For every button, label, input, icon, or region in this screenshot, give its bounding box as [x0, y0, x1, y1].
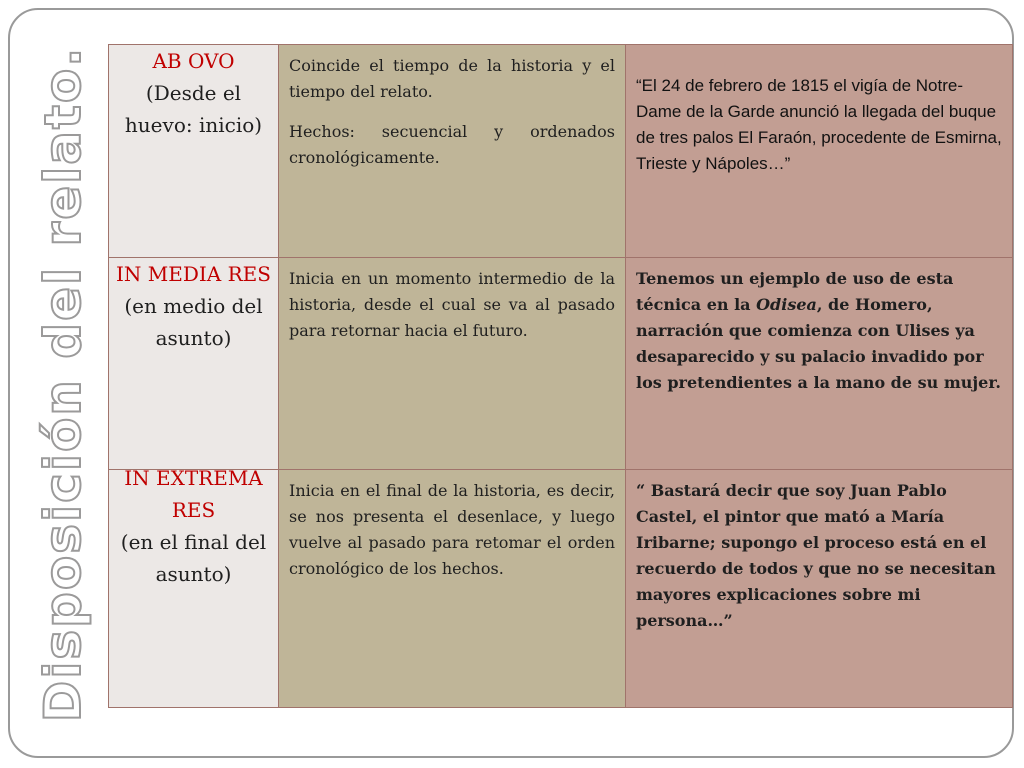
example-cell	[626, 258, 1013, 470]
example-text-after: , de Homero, narración que comienza con Ulises ya desaparecido y su palacio invadido por los pretendientes a la mano de su mujer.	[636, 295, 1001, 392]
example-quote: “ Bastará decir que soy Juan Pablo Castel, el pintor que mató a María Iribarne; supongo el proceso está en el recuerdo de todos y que no se necesitan mayores explicaciones sobre mi persona…”	[636, 481, 996, 630]
description-cell	[279, 45, 626, 258]
table-row	[109, 258, 1013, 470]
description-text: Inicia en un momento intermedio de la historia, desde el cual se va al pasado para retornar hacia el futuro.	[289, 269, 615, 340]
term-label: IN EXTREMA RES	[124, 466, 263, 522]
term-description: (en medio del asunto)	[124, 294, 263, 350]
table-row	[109, 470, 1013, 708]
slide-title: Disposición del relato.	[34, 45, 92, 723]
description-cell	[279, 258, 626, 470]
example-text	[636, 266, 1002, 396]
term-cell	[109, 466, 279, 708]
example-cell	[626, 470, 1013, 708]
term-description: (en el final del asunto)	[120, 530, 267, 586]
term-description: (Desde el huevo: inicio)	[124, 81, 263, 137]
example-work-title: Odisea	[756, 295, 817, 314]
example-quote: “El 24 de febrero de 1815 el vigía de Notre-Dame de la Garde anunció la llegada del buque de tres palos El Faraón, procedente de Esmirna, Trieste y Nápoles…”	[636, 76, 1002, 173]
table-row	[109, 45, 1013, 258]
description-text: Coincide el tiempo de la historia y el tiempo del relato.	[289, 56, 615, 101]
example-text-before: Tenemos un ejemplo de uso de esta técnica en la	[636, 269, 954, 314]
description-text: Hechos: secuencial y ordenados cronológicamente.	[289, 122, 615, 167]
term-cell	[109, 45, 279, 258]
term-label: IN MEDIA RES	[116, 262, 271, 286]
term-cell	[109, 258, 279, 470]
narrative-structure-table	[108, 44, 1013, 708]
description-text: Inicia en el final de la historia, es decir, se nos presenta el desenlace, y luego vuelve al pasado para retomar el orden cronológico de los hechos.	[289, 481, 615, 578]
description-cell	[279, 470, 626, 708]
term-label: AB OVO	[152, 49, 235, 73]
example-cell	[626, 45, 1013, 258]
